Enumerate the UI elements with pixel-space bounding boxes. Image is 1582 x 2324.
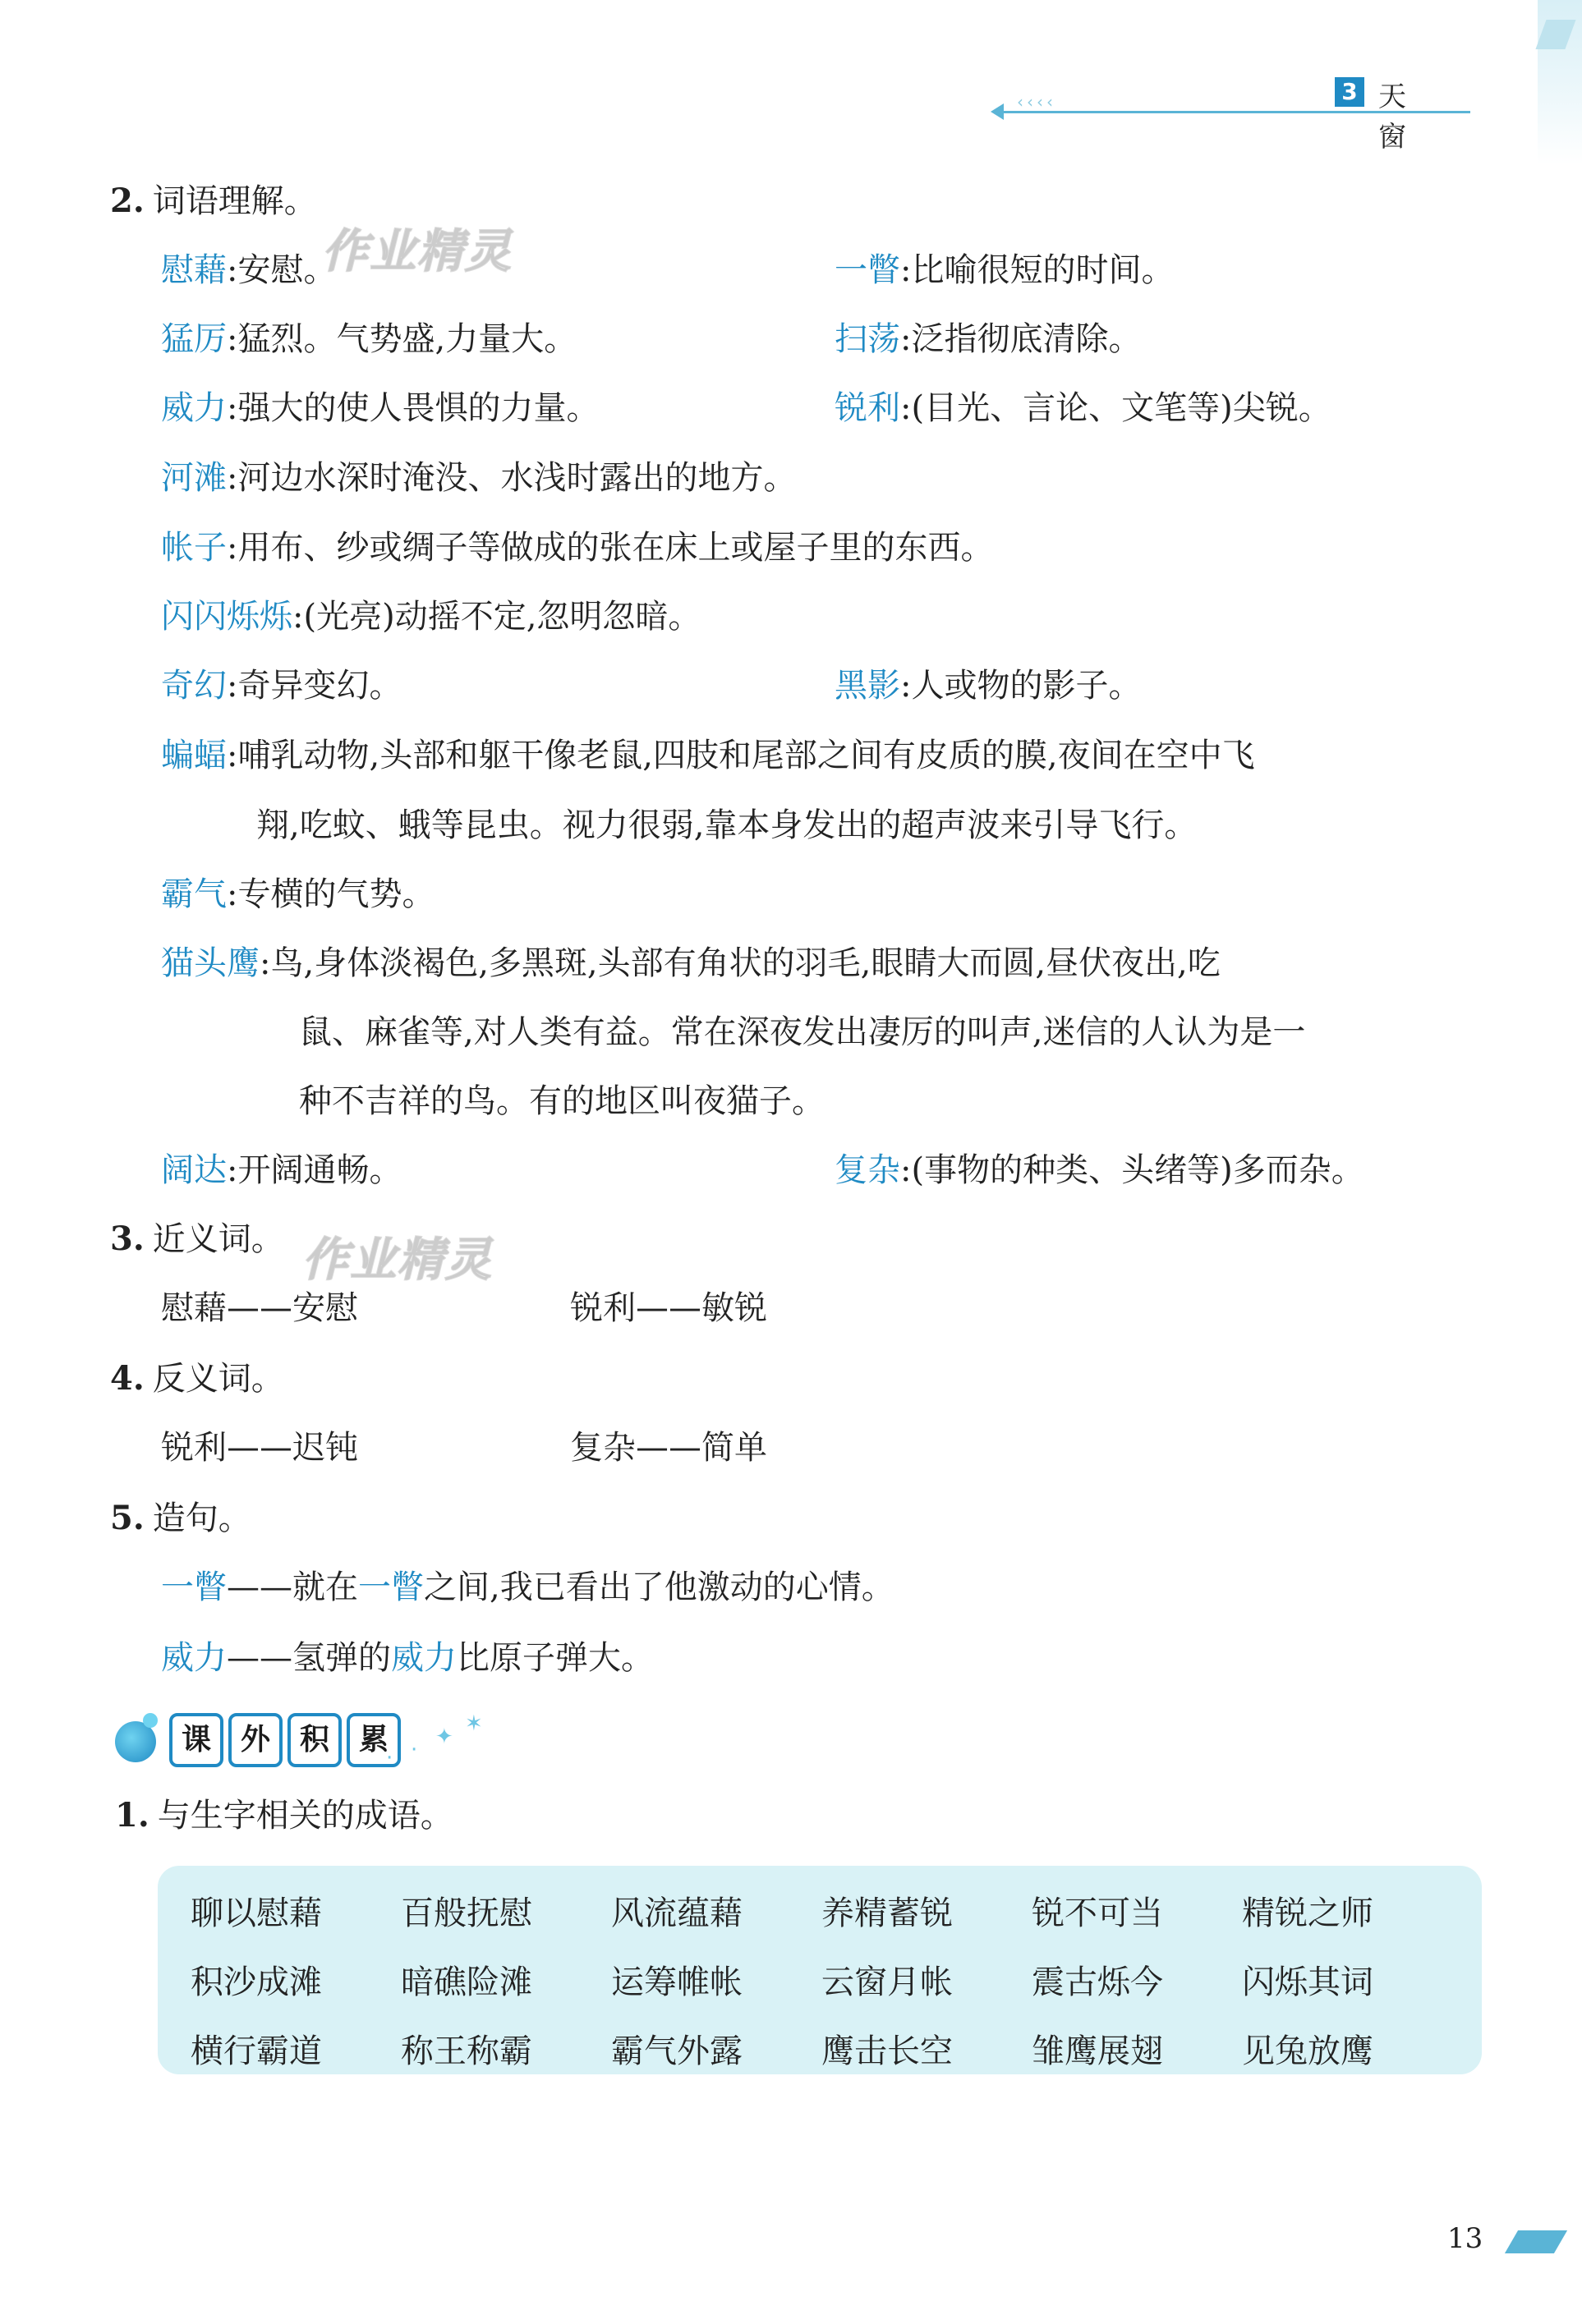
page-corner-tab [1505, 2230, 1567, 2253]
idiom: 称王称霸 [401, 2032, 532, 2070]
definition-entry: 河滩:河边水深时淹没、水浅时露出的地方。 [161, 459, 797, 497]
idiom: 锐不可当 [1032, 1894, 1163, 1932]
idiom: 云窗月帐 [821, 1963, 953, 2001]
idiom-row [191, 1876, 1452, 1945]
definition-continuation: 鼠、麻雀等,对人类有益。常在深夜发出凄厉的叫声,迷信的人认为是一 [299, 1013, 1306, 1051]
idiom-grid [191, 1876, 1452, 2083]
definition-entry: 慰藉:安慰。 [161, 251, 337, 289]
antonym-pair: 锐利——迟钝 [161, 1429, 358, 1467]
idiom: 风流蕴藉 [611, 1894, 743, 1932]
definition-entry: 锐利:(目光、言论、文笔等)尖锐。 [835, 389, 1331, 427]
definition-entry: 帐子:用布、纱或绸子等做成的张在床上或屋子里的东西。 [161, 529, 994, 567]
definition-entry: 猛厉:猛烈。气势盛,力量大。 [161, 320, 577, 358]
definition-entry: 扫荡:泛指彻底清除。 [835, 320, 1142, 358]
chapter-title: 天 窗 [1378, 80, 1418, 154]
definition-entry: 奇幻:奇异变幻。 [161, 667, 402, 705]
banner-char: 累 [347, 1713, 401, 1767]
watermark: 作业精灵 [322, 225, 513, 278]
page-header [994, 74, 1470, 154]
idiom: 震古烁今 [1032, 1963, 1163, 2001]
idiom: 聊以慰藉 [191, 1894, 322, 1932]
idiom: 暗礁险滩 [401, 1963, 532, 2001]
banner-char: 积 [287, 1713, 342, 1767]
definition-entry: 一瞥:比喻很短的时间。 [835, 251, 1175, 289]
banner-char: 课 [169, 1713, 223, 1767]
example-sentence: 威力——氢弹的威力比原子弹大。 [161, 1639, 654, 1677]
definition-entry: 闪闪烁烁:(光亮)动摇不定,忽明忽暗。 [161, 598, 701, 636]
synonym-pair: 慰藉——安慰 [161, 1289, 358, 1327]
idiom: 霸气外露 [611, 2032, 743, 2070]
section-heading: 1. 与生字相关的成语。 [115, 1796, 453, 1835]
idiom: 鹰击长空 [821, 2032, 953, 2070]
idiom: 百般抚慰 [401, 1894, 532, 1932]
idiom-row [191, 1945, 1452, 2014]
header-dots: ‹‹‹‹ [1017, 92, 1056, 112]
idiom-box [158, 1866, 1482, 2074]
corner-decoration [1538, 0, 1582, 164]
definition-entry: 猫头鹰:鸟,身体淡褐色,多黑斑,头部有角状的羽毛,眼睛大而圆,昼伏夜出,吃 [161, 944, 1221, 982]
antonym-pair: 复杂——简单 [570, 1429, 767, 1467]
definition-entry: 黑影:人或物的影子。 [835, 667, 1142, 705]
definition-continuation: 种不吉祥的鸟。有的地区叫夜猫子。 [299, 1082, 825, 1120]
chapter-number-badge: 3 [1335, 77, 1364, 107]
definition-continuation: 翔,吃蚊、蛾等昆虫。视力很弱,靠本身发出的超声波来引导飞行。 [256, 806, 1198, 844]
definition-entry: 复杂:(事物的种类、头绪等)多而杂。 [835, 1151, 1364, 1189]
watermark: 作业精灵 [302, 1233, 493, 1287]
definition-entry: 霸气:专横的气势。 [161, 875, 435, 913]
bird-icon [115, 1721, 156, 1762]
idiom: 横行霸道 [191, 2032, 322, 2070]
definition-entry: 阔达:开阔通畅。 [161, 1151, 402, 1189]
section-banner: 课 外 积 累 · · ✦ ✶ [115, 1708, 460, 1774]
idiom: 积沙成滩 [191, 1963, 322, 2001]
idiom: 见兔放鹰 [1242, 2032, 1373, 2070]
definition-entry: 威力:强大的使人畏惧的力量。 [161, 389, 600, 427]
idiom: 闪烁其词 [1242, 1963, 1373, 2001]
section-heading: 2. 词语理解。 [110, 181, 317, 220]
arrow-left-icon [991, 103, 1004, 120]
section-heading: 3. 近义词。 [110, 1219, 284, 1258]
example-sentence: 一瞥——就在一瞥之间,我已看出了他激动的心情。 [161, 1568, 894, 1606]
definition-entry: 蝙蝠:哺乳动物,头部和躯干像老鼠,四肢和尾部之间有皮质的膜,夜间在空中飞 [161, 737, 1255, 774]
idiom: 运筹帷帐 [611, 1963, 743, 2001]
banner-char: 外 [228, 1713, 283, 1767]
page-number: 13 [1447, 2222, 1483, 2255]
idiom: 雏鹰展翅 [1032, 2032, 1163, 2070]
section-heading: 5. 造句。 [110, 1499, 251, 1537]
idiom: 精锐之师 [1242, 1894, 1373, 1932]
idiom-row [191, 2014, 1452, 2083]
idiom: 养精蓄锐 [821, 1894, 953, 1932]
banner-title [169, 1713, 406, 1767]
synonym-pair: 锐利——敏锐 [570, 1289, 767, 1327]
section-heading: 4. 反义词。 [110, 1359, 284, 1398]
